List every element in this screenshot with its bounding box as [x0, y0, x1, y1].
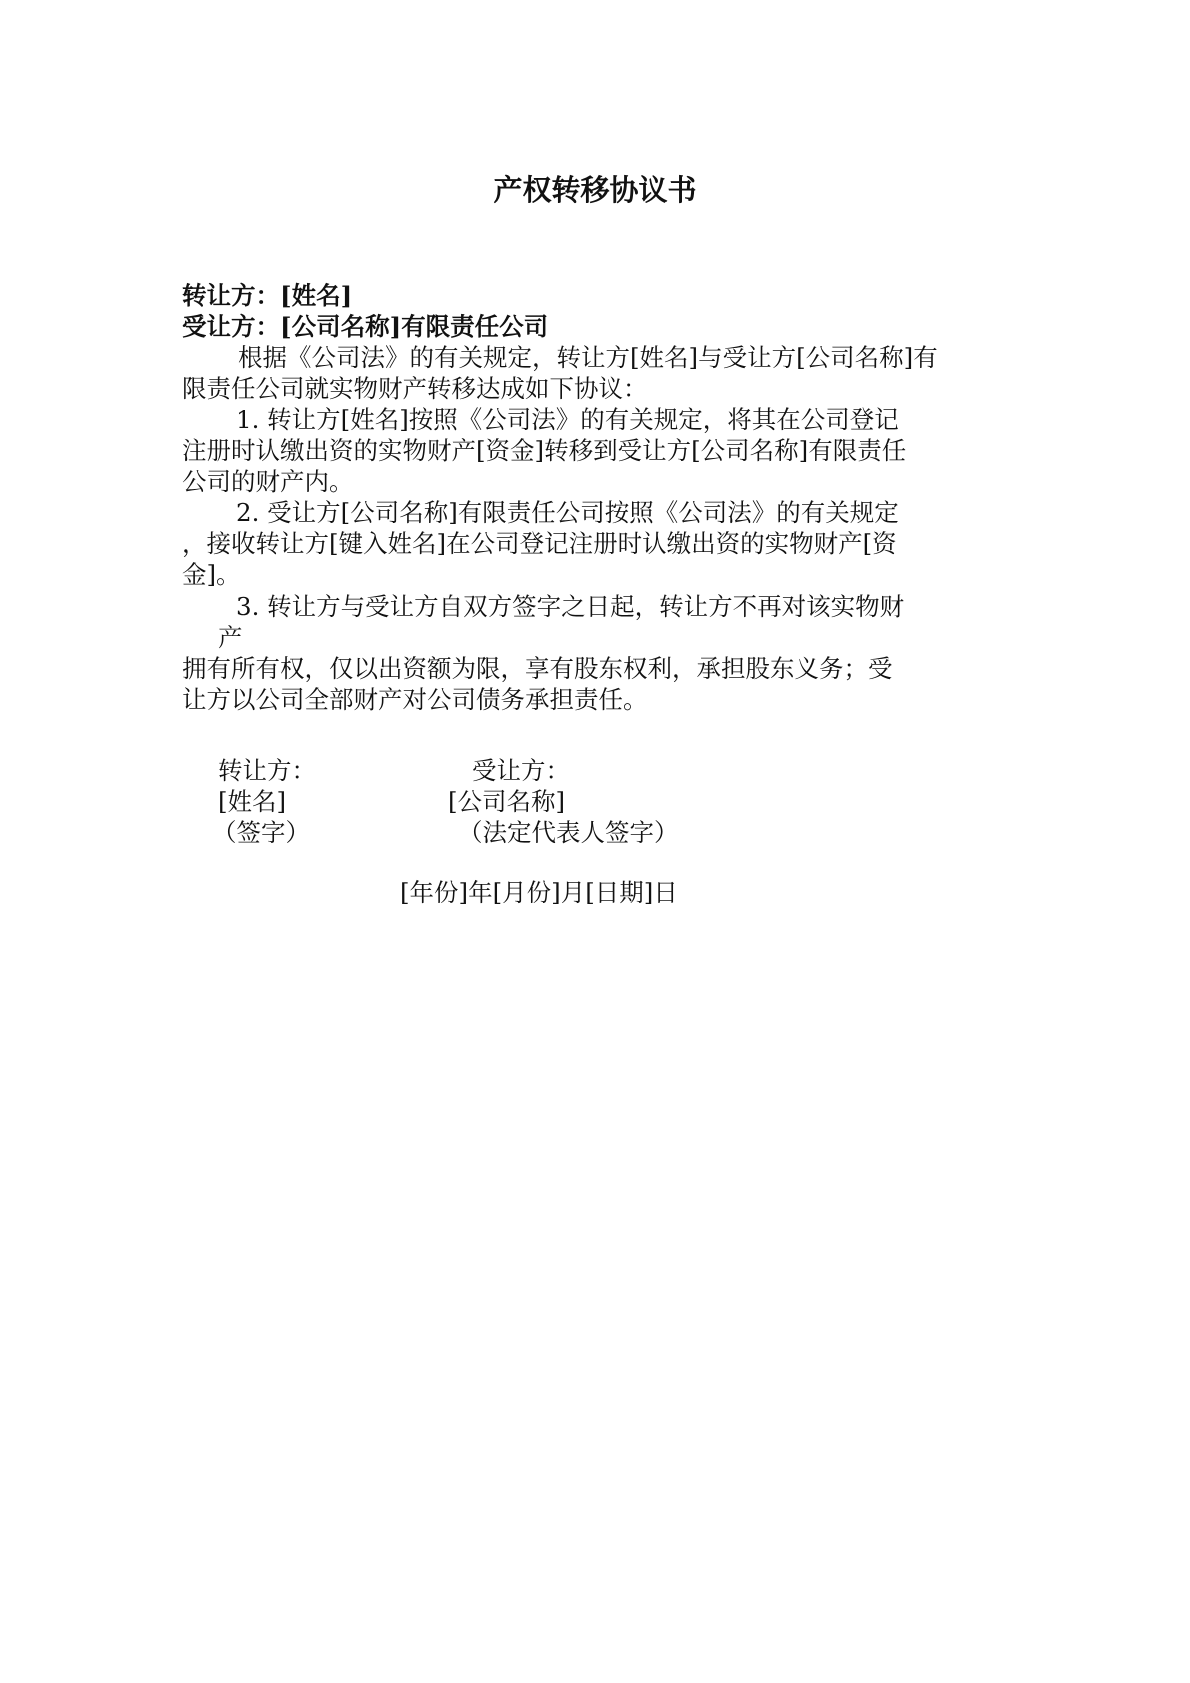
transferor-line: 转让方：[姓名] [182, 281, 353, 310]
agreement-date: [年份]年[月份]月[日期]日 [400, 878, 678, 907]
preamble-line-2: 限责任公司就实物财产转移达成如下协议： [182, 374, 648, 403]
clause1-line-1: 1. 转让方[姓名]按照《公司法》的有关规定，将其在公司登记 [236, 405, 899, 434]
transferor-signature-label: 转让方： [218, 756, 316, 785]
transferee-line: 受让方：[公司名称]有限责任公司 [182, 312, 549, 341]
transferee-name-placeholder: [公司名称] [448, 787, 566, 816]
document-title: 产权转移协议书 [493, 173, 697, 207]
clause1-line-2: 注册时认缴出资的实物财产[资金]转移到受让方[公司名称]有限责任 [182, 436, 907, 465]
transferee-signature-label: 受让方： [472, 756, 570, 785]
clause2-line-3: 金]。 [182, 560, 241, 589]
clause3-line-4: 让方以公司全部财产对公司债务承担责任。 [182, 685, 648, 714]
transferor-sign-note: （签字） [212, 818, 310, 847]
clause1-line-3: 公司的财产内。 [182, 467, 354, 496]
clause3-line-2: 产 [218, 623, 243, 652]
clause3-line-3: 拥有所有权，仅以出资额为限，享有股东权利，承担股东义务；受 [182, 654, 893, 683]
preamble-line-1: 根据《公司法》的有关规定，转让方[姓名]与受让方[公司名称]有 [238, 343, 938, 372]
clause2-line-1: 2. 受让方[公司名称]有限责任公司按照《公司法》的有关规定 [236, 498, 899, 527]
clause3-line-1: 3. 转让方与受让方自双方签字之日起，转让方不再对该实物财 [236, 592, 905, 621]
transferor-name-placeholder: [姓名] [218, 787, 287, 816]
clause2-line-2: ，接收转让方[键入姓名]在公司登记注册时认缴出资的实物财产[资 [182, 529, 897, 558]
transferee-sign-note: （法定代表人签字） [458, 818, 679, 847]
